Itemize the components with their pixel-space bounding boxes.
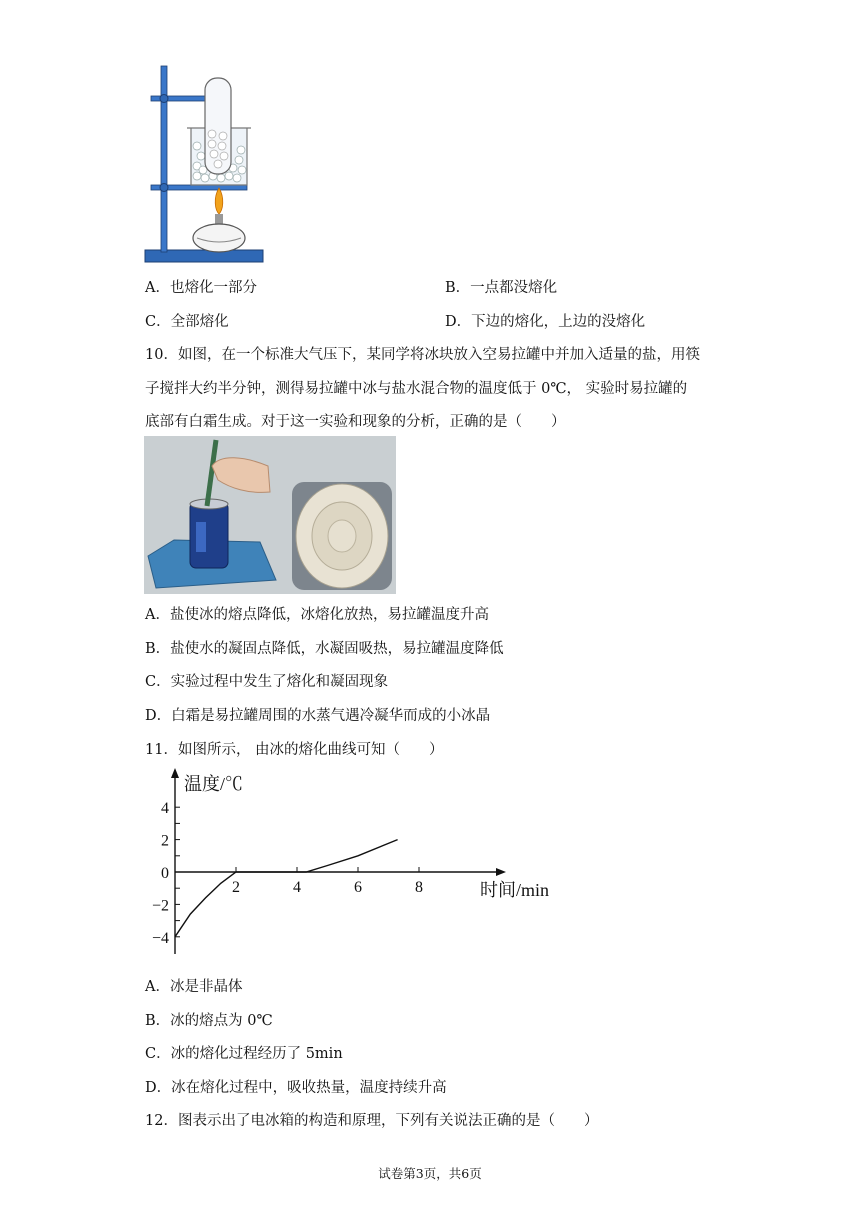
q11-option-b[interactable]: B．冰的熔点为 0℃ [145, 1013, 273, 1029]
figure-heating-apparatus [143, 64, 273, 268]
y-tick-label: 4 [161, 800, 169, 818]
melting-curve-chart [140, 766, 570, 960]
x-tick-label: 4 [293, 879, 301, 896]
q10-stem-line-2: 子搅拌大约半分钟，测得易拉罐中冰与盐水混合物的温度低于 0℃， 实验时易拉罐的 [145, 381, 688, 397]
x-tick-label: 2 [232, 879, 240, 896]
x-axis-arrow [496, 868, 506, 876]
q11-stem: 11．如图所示， 由冰的熔化曲线可知（ ） [145, 742, 444, 758]
q10-option-b[interactable]: B．盐使水的凝固点降低，水凝固吸热，易拉罐温度降低 [145, 641, 504, 657]
q9-options-row-2 [145, 310, 765, 331]
q10-option-d[interactable]: D．白霜是易拉罐周围的水蒸气遇冷凝华而成的小冰晶 [145, 708, 491, 724]
y-axis-arrow [171, 768, 179, 778]
y-tick-label: 0 [161, 865, 169, 882]
page-footer: 试卷第3页，共6页 [378, 1166, 482, 1181]
y-tick-label: −2 [151, 897, 169, 915]
q10-option-a[interactable]: A．盐使冰的熔点降低，冰熔化放热，易拉罐温度升高 [145, 607, 489, 623]
y-tick-label: −4 [151, 929, 169, 947]
q9-option-b[interactable]: B．一点都没熔化 [445, 280, 558, 296]
q10-stem-line-3: 底部有白霜生成。对于这一实验和现象的分析，正确的是（ ） [145, 414, 566, 430]
q12-stem: 12．图表示出了电冰箱的构造和原理，下列有关说法正确的是（ ） [145, 1113, 599, 1129]
q9-options-row-1 [145, 276, 765, 297]
q10-stem-line-1: 10．如图，在一个标准大气压下，某同学将冰块放入空易拉罐中并加入适量的盐，用筷 [145, 347, 700, 363]
x-tick-label: 6 [354, 879, 362, 896]
y-axis-label: 温度/℃ [184, 774, 244, 794]
series-line [175, 840, 398, 937]
figure-can-experiment-photo [144, 436, 396, 594]
q10-option-c[interactable]: C．实验过程中发生了熔化和凝固现象 [145, 674, 389, 690]
q9-option-c[interactable]: C．全部熔化 [145, 314, 229, 330]
y-tick-label: 2 [161, 832, 169, 850]
x-axis-label: 时间/min [480, 880, 550, 900]
q9-option-a[interactable]: A．也熔化一部分 [145, 280, 257, 296]
q11-option-c[interactable]: C．冰的熔化过程经历了 5min [145, 1046, 343, 1062]
x-tick-label: 8 [415, 879, 423, 896]
q9-option-d[interactable]: D．下边的熔化，上边的没熔化 [445, 314, 646, 330]
q11-option-d[interactable]: D．冰在熔化过程中，吸收热量，温度持续升高 [145, 1080, 447, 1096]
q11-option-a[interactable]: A．冰是非晶体 [145, 979, 243, 995]
